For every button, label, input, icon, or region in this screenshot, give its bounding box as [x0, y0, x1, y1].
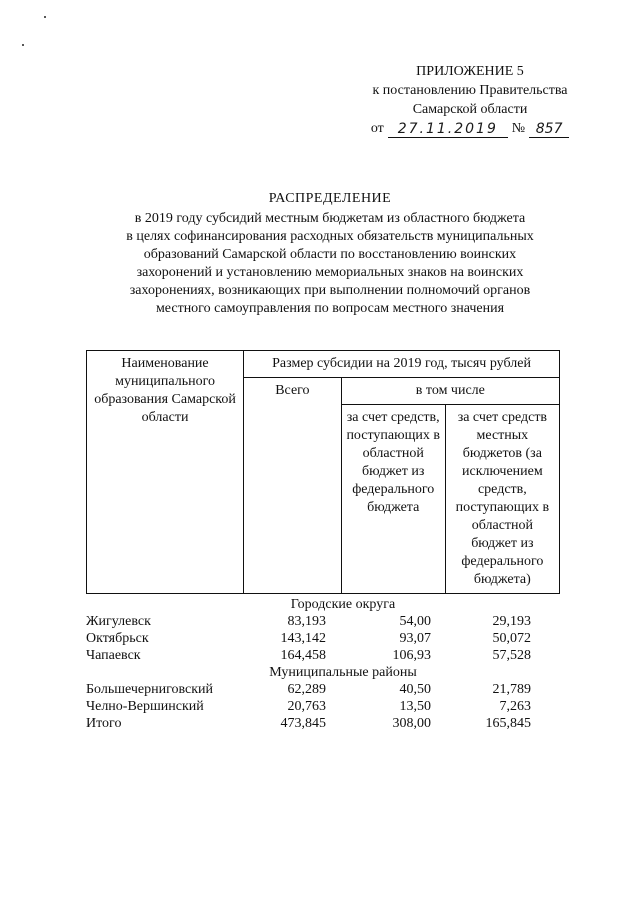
- table-row: [86, 613, 560, 630]
- subsidy-header-table: [86, 350, 560, 594]
- row-local: 29,193: [492, 614, 531, 629]
- row-local: 7,263: [499, 699, 531, 714]
- header-including: в том числе: [341, 378, 559, 405]
- row-federal: 106,93: [392, 648, 431, 663]
- section-title: Муниципальные районы: [269, 665, 417, 680]
- header-total: Всего: [244, 378, 342, 594]
- scan-speck: [22, 44, 24, 46]
- document-heading: РАСПРЕДЕЛЕНИЕ: [268, 191, 392, 206]
- handwritten-date: 27.11.2019: [388, 121, 508, 138]
- date-label: от: [370, 121, 384, 136]
- number-label: №: [511, 121, 526, 136]
- header-local: за счет средств местных бюджетов (за исключением средств, поступающих в областной бюджет из федерального бюджета): [445, 405, 559, 594]
- subtitle-line: захоронениях, возникающих при выполнении полномочий органов: [129, 283, 531, 298]
- row-local: 57,528: [492, 648, 531, 663]
- subsidy-data: [86, 596, 560, 732]
- scan-speck: [44, 16, 46, 18]
- section-title: Городские округа: [290, 597, 396, 612]
- row-name: Жигулевск: [86, 614, 151, 629]
- total-name: Итого: [86, 716, 122, 731]
- row-federal: 54,00: [399, 614, 431, 629]
- handwritten-number: 857: [529, 121, 569, 138]
- appendix-date-number-line: [340, 119, 600, 138]
- subtitle-line: захоронений и установлению мемориальных знаков на воинских: [136, 265, 524, 280]
- row-total: 143,142: [280, 631, 326, 646]
- row-local: 50,072: [492, 631, 531, 646]
- row-federal: 40,50: [399, 682, 431, 697]
- header-federal: за счет средств, поступающих в областной бюджет из федерального бюджета: [341, 405, 445, 594]
- row-name: Челно-Вершинский: [86, 699, 204, 714]
- appendix-line-2: Самарской области: [412, 102, 528, 117]
- subtitle-line: в 2019 году субсидий местным бюджетам из областного бюджета: [134, 211, 526, 226]
- subtitle-line: в целях софинансирования расходных обязательств муниципальных: [126, 229, 534, 244]
- row-name: Большечерниговский: [86, 682, 214, 697]
- subtitle-line: образований Самарской области по восстановлению воинских: [143, 247, 517, 262]
- row-total: 62,289: [287, 682, 326, 697]
- appendix-line-1: к постановлению Правительства: [372, 83, 568, 98]
- row-name: Чапаевск: [86, 648, 141, 663]
- row-federal: 13,50: [399, 699, 431, 714]
- row-name: Октябрьск: [86, 631, 149, 646]
- table-row: [86, 681, 560, 698]
- header-name: Наименование муниципального образования Самарской области: [87, 351, 244, 594]
- row-total: 164,458: [280, 648, 326, 663]
- total-federal: 308,00: [392, 716, 431, 731]
- document-title-block: [60, 190, 600, 318]
- appendix-block: [340, 62, 600, 138]
- row-federal: 93,07: [399, 631, 431, 646]
- table-row: [86, 698, 560, 715]
- total-local: 165,845: [485, 716, 531, 731]
- total-row: [86, 715, 560, 732]
- row-local: 21,789: [492, 682, 531, 697]
- table-row: [86, 647, 560, 664]
- total-total: 473,845: [280, 716, 326, 731]
- row-total: 20,763: [287, 699, 326, 714]
- subtitle-line: местного самоуправления по вопросам местного значения: [155, 301, 505, 316]
- appendix-title: ПРИЛОЖЕНИЕ 5: [416, 64, 524, 79]
- header-amount: Размер субсидии на 2019 год, тысяч рублей: [244, 351, 560, 378]
- row-total: 83,193: [287, 614, 326, 629]
- table-row: [86, 630, 560, 647]
